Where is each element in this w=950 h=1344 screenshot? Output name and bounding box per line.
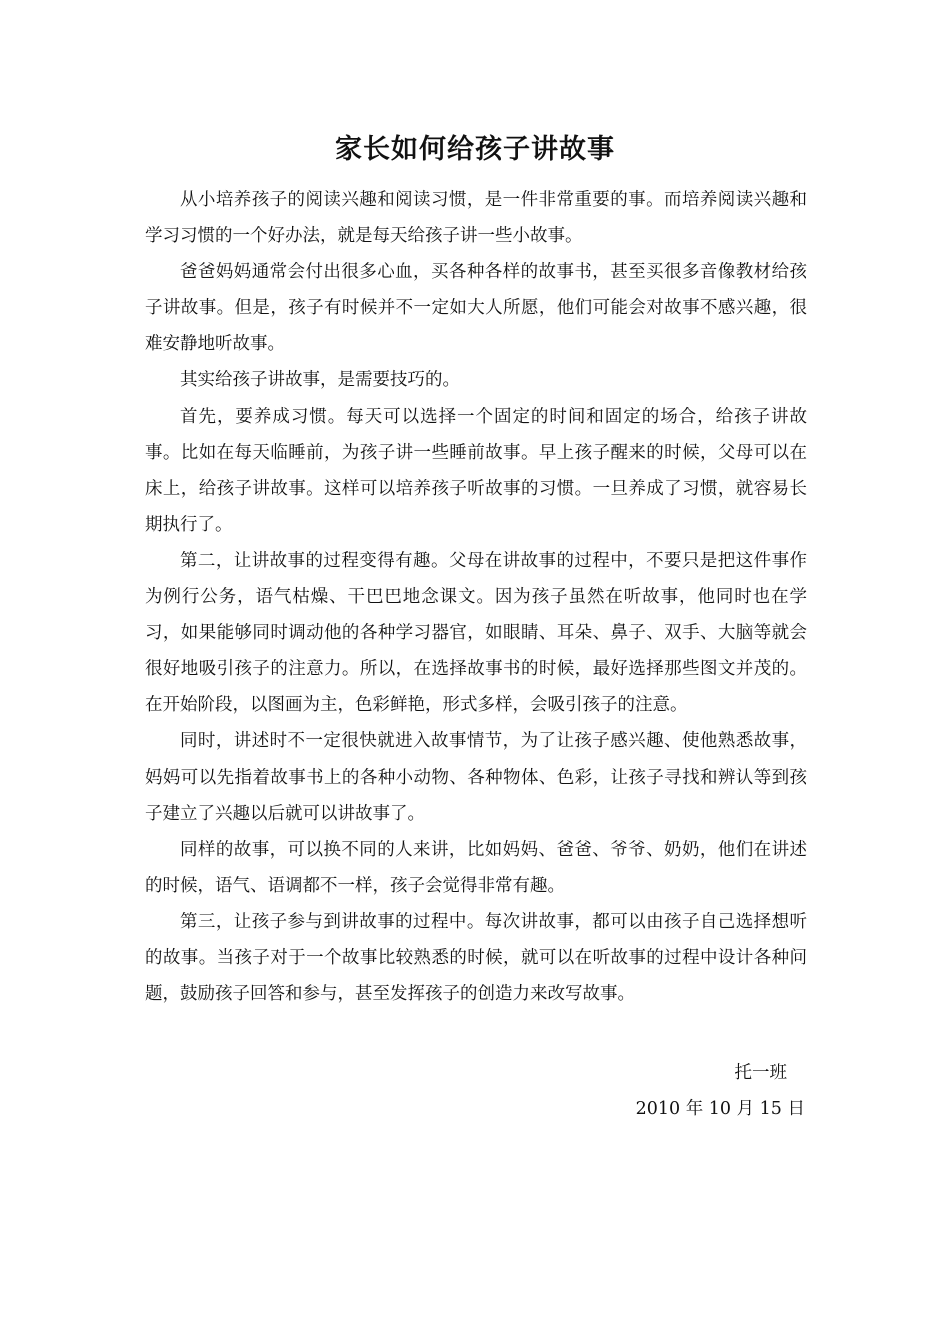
paragraph-8: 第三，让孩子参与到讲故事的过程中。每次讲故事，都可以由孩子自己选择想听的故事。当孩子对于一个故事比较熟悉的时候，就可以在听故事的过程中设计各种问题，鼓励孩子回答和参与，甚至发挥孩子的创造力来改写故事。: [145, 911, 807, 1005]
signature-date: 2010 年 10 月 15 日: [635, 1099, 805, 1119]
paragraph-2: 爸爸妈妈通常会付出很多心血，买各种各样的故事书，甚至买很多音像教材给孩子讲故事。但是，孩子有时候并不一定如大人所愿，他们可能会对故事不感兴趣，很难安静地听故事。: [145, 262, 807, 355]
paragraph-1: 从小培养孩子的阅读兴趣和阅读习惯，是一件非常重要的事。而培养阅读兴趣和学习习惯的一个好办法，就是每天给孩子讲一些小故事。: [145, 190, 807, 247]
signature-class-name: 托一班: [734, 1063, 787, 1083]
paragraph-4: 首先，要养成习惯。每天可以选择一个固定的时间和固定的场合，给孩子讲故事。比如在每天临睡前，为孩子讲一些睡前故事。早上孩子醒来的时候，父母可以在床上，给孩子讲故事。这样可以培养孩子听故事的习惯。一旦养成了习惯，就容易长期执行了。: [145, 406, 807, 535]
document-body: [145, 182, 807, 1012]
signature-block: [636, 1055, 805, 1127]
paragraph-7: 同样的故事，可以换不同的人来讲，比如妈妈、爸爸、爷爷、奶奶，他们在讲述的时候，语气、语调都不一样，孩子会觉得非常有趣。: [145, 839, 807, 896]
document-title: 家长如何给孩子讲故事: [335, 134, 615, 165]
paragraph-5: 第二，让讲故事的过程变得有趣。父母在讲故事的过程中，不要只是把这件事作为例行公务，语气枯燥、干巴巴地念课文。因为孩子虽然在听故事，他同时也在学习，如果能够同时调动他的各种学习器官，如眼睛、耳朵、鼻子、双手、大脑等就会很好地吸引孩子的注意力。所以，在选择故事书的时候，最好选择那些图文并茂的。在开始阶段，以图画为主，色彩鲜艳，形式多样，会吸引孩子的注意。: [145, 550, 807, 716]
paragraph-3: 其实给孩子讲故事，是需要技巧的。: [180, 370, 460, 391]
paragraph-6: 同时，讲述时不一定很快就进入故事情节，为了让孩子感兴趣、使他熟悉故事，妈妈可以先指着故事书上的各种小动物、各种物体、色彩，让孩子寻找和辨认等到孩子建立了兴趣以后就可以讲故事了。: [145, 731, 807, 824]
